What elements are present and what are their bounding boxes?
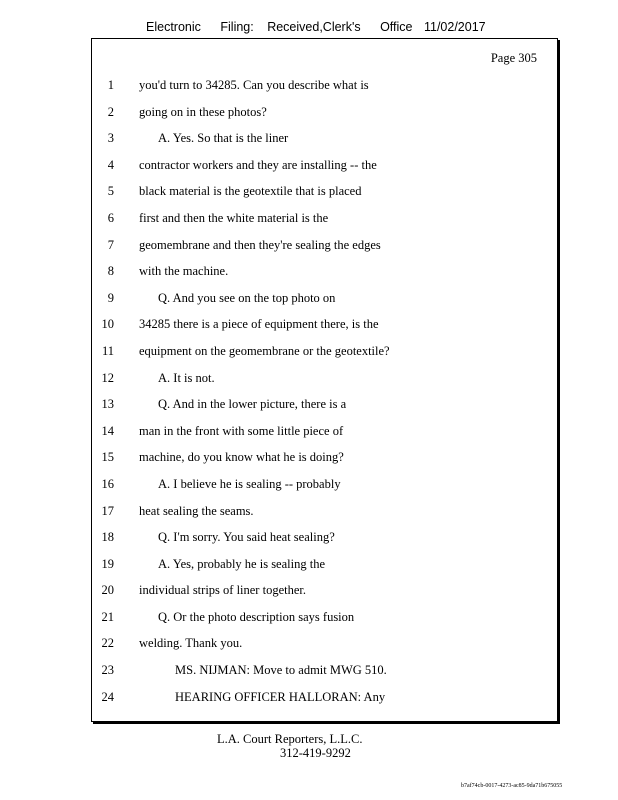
filing-header-received: Received,Clerk's bbox=[267, 20, 361, 34]
line-text: 34285 there is a piece of equipment there, is the bbox=[139, 317, 379, 332]
line-number: 12 bbox=[101, 370, 114, 385]
transcript-line bbox=[92, 635, 557, 662]
line-number: 18 bbox=[101, 530, 114, 545]
transcript-line bbox=[92, 183, 557, 210]
line-number: 24 bbox=[101, 689, 114, 704]
line-number: 16 bbox=[101, 476, 114, 491]
transcript-lines bbox=[92, 77, 557, 715]
line-text: individual strips of liner together. bbox=[139, 583, 306, 598]
line-text: contractor workers and they are installing -- the bbox=[139, 157, 377, 172]
line-number: 14 bbox=[101, 423, 114, 438]
line-text: black material is the geotextile that is placed bbox=[139, 184, 362, 199]
line-text: Q. I'm sorry. You said heat sealing? bbox=[158, 530, 335, 545]
transcript-line bbox=[92, 662, 557, 689]
line-number: 2 bbox=[107, 104, 114, 119]
line-text: welding. Thank you. bbox=[139, 636, 243, 651]
filing-header-filing: Filing: bbox=[220, 20, 254, 34]
filing-header-office: Office bbox=[380, 20, 413, 34]
line-number: 17 bbox=[101, 503, 114, 518]
transcript-line bbox=[92, 609, 557, 636]
line-text: A. I believe he is sealing -- probably bbox=[158, 476, 341, 491]
transcript-line bbox=[92, 556, 557, 583]
line-number: 6 bbox=[107, 210, 114, 225]
line-number: 11 bbox=[101, 343, 114, 358]
line-number: 7 bbox=[107, 237, 114, 252]
line-number: 8 bbox=[107, 264, 114, 279]
transcript-line bbox=[92, 104, 557, 131]
line-text: Q. And you see on the top photo on bbox=[158, 290, 336, 305]
line-number: 23 bbox=[101, 663, 114, 678]
line-number: 3 bbox=[107, 131, 114, 146]
transcript-line bbox=[92, 689, 557, 716]
line-number: 19 bbox=[101, 556, 114, 571]
document-hash: b7af74cb-0017-4273-ac85-9da71b675055 bbox=[461, 783, 563, 789]
transcript-line bbox=[92, 449, 557, 476]
line-text: MS. NIJMAN: Move to admit MWG 510. bbox=[175, 663, 387, 678]
transcript-line bbox=[92, 263, 557, 290]
footer-phone: 312-419-9292 bbox=[280, 746, 351, 760]
line-number: 1 bbox=[107, 78, 114, 92]
line-number: 21 bbox=[101, 609, 114, 624]
transcript-line bbox=[92, 77, 557, 104]
line-number: 10 bbox=[101, 317, 114, 332]
filing-header-date: 11/02/2017 bbox=[423, 20, 486, 34]
line-number: 15 bbox=[101, 450, 114, 465]
line-text: going on in these photos? bbox=[139, 104, 267, 119]
line-text: A. Yes. So that is the liner bbox=[158, 131, 289, 146]
line-text: with the machine. bbox=[139, 264, 229, 279]
line-text: first and then the white material is the bbox=[139, 210, 329, 225]
transcript-line bbox=[92, 157, 557, 184]
line-text: machine, do you know what he is doing? bbox=[139, 450, 344, 465]
transcript-line bbox=[92, 370, 557, 397]
line-text: HEARING OFFICER HALLORAN: Any bbox=[175, 689, 386, 704]
transcript-line bbox=[92, 582, 557, 609]
transcript-line bbox=[92, 290, 557, 317]
line-text: A. It is not. bbox=[158, 370, 215, 385]
transcript-line bbox=[92, 237, 557, 264]
transcript-line bbox=[92, 476, 557, 503]
line-text: Q. Or the photo description says fusion bbox=[158, 609, 355, 624]
line-number: 4 bbox=[107, 157, 114, 172]
transcript-line bbox=[92, 529, 557, 556]
line-number: 22 bbox=[101, 636, 114, 651]
line-number: 9 bbox=[107, 290, 114, 305]
line-number: 13 bbox=[101, 397, 114, 412]
filing-header bbox=[146, 20, 486, 34]
line-text: you'd turn to 34285. Can you describe what is bbox=[139, 78, 369, 92]
line-number: 20 bbox=[101, 583, 114, 598]
transcript-line bbox=[92, 503, 557, 530]
transcript-line bbox=[92, 130, 557, 157]
transcript-line bbox=[92, 423, 557, 450]
transcript-line bbox=[92, 396, 557, 423]
transcript-page bbox=[91, 38, 558, 722]
line-text: geomembrane and then they're sealing the edges bbox=[139, 237, 381, 252]
line-number: 5 bbox=[107, 184, 114, 199]
line-text: heat sealing the seams. bbox=[139, 503, 254, 518]
page-number: Page 305 bbox=[490, 51, 537, 65]
line-text: man in the front with some little piece of bbox=[139, 423, 344, 438]
line-text: Q. And in the lower picture, there is a bbox=[158, 397, 347, 412]
footer-company: L.A. Court Reporters, L.L.C. bbox=[217, 732, 363, 746]
filing-header-electronic: Electronic bbox=[146, 20, 201, 34]
transcript-line bbox=[92, 210, 557, 237]
transcript-line bbox=[92, 343, 557, 370]
transcript-line bbox=[92, 316, 557, 343]
line-text: equipment on the geomembrane or the geotextile? bbox=[139, 343, 390, 358]
line-text: A. Yes, probably he is sealing the bbox=[158, 556, 325, 571]
